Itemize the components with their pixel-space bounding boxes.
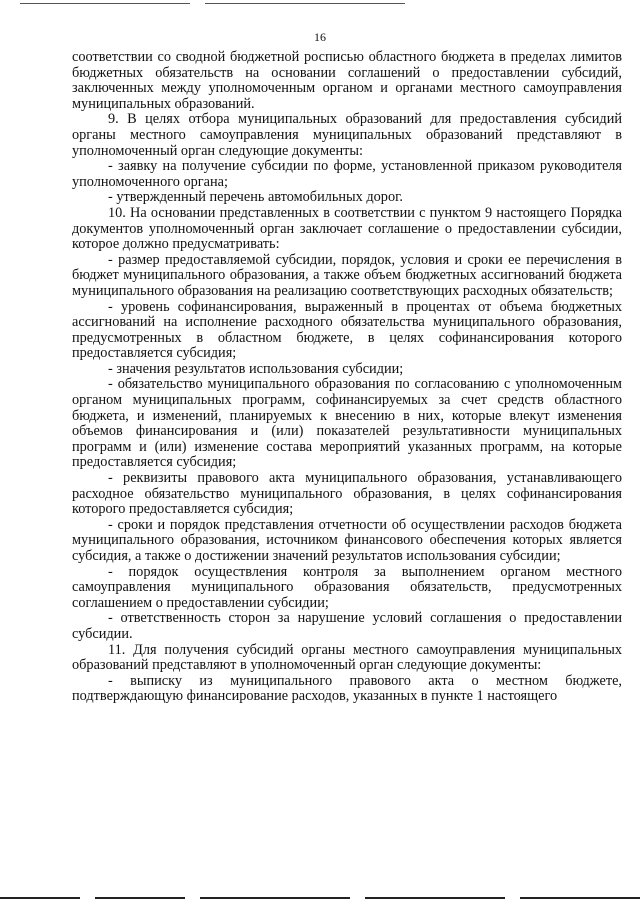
paragraph: - значения результатов использования субсидии; bbox=[108, 360, 404, 377]
paragraph: - порядок осуществления контроля за выполнением органом местного самоуправления муниципального образования обязательств, предусмотренных соглашением о предоставлении субсидии; bbox=[72, 563, 622, 611]
paragraph: - размер предоставляемой субсидии, порядок, условия и сроки ее перечисления в бюджет муниципального образования, а также объем бюджетных ассигнований бюджета муниципального образования на реализацию соответствующих расходных обязательств; bbox=[72, 251, 622, 299]
document-body bbox=[72, 50, 622, 705]
scan-artifact-bottom-2 bbox=[95, 897, 185, 899]
scan-artifact-bottom-4 bbox=[365, 897, 505, 899]
paragraph: - выписку из муниципального правового акта о местном бюджете, подтверждающую финансирование расходов, указанных в пункте 1 настоящего bbox=[72, 672, 622, 705]
paragraph: - утвержденный перечень автомобильных дорог. bbox=[108, 189, 403, 206]
paragraph: 10. На основании представленных в соответствии с пунктом 9 настоящего Порядка документов уполномоченный орган заключает соглашение о предоставлении субсидии, которое должно предусматривать: bbox=[72, 204, 622, 253]
scan-artifact-bottom bbox=[0, 897, 80, 899]
paragraph: соответствии со сводной бюджетной росписью областного бюджета в пределах лимитов бюджетных обязательств на основании соглашений о предоставлении субсидий, заключенных между уполномоченным органом и органами местного самоуправления муниципальных образований. bbox=[72, 49, 622, 112]
paragraph: - сроки и порядок представления отчетности об осуществлении расходов бюджета муниципального образования, источником финансового обеспечения которых является субсидия, а также о достижении значений результатов использования субсидии; bbox=[72, 516, 622, 564]
paragraph: - обязательство муниципального образования по согласованию с уполномоченным органом муниципальных программ, софинансируемых за счет средств областного бюджета, и изменений, планируемых к внесению в них, которые влекут изменения объемов финансирования и (или) показателей результативности муниципальных программ и (или) изменение состава мероприятий указанных программ, на которые предоставляется субсидия; bbox=[72, 376, 622, 471]
scan-artifact-top bbox=[20, 3, 190, 4]
paragraph: - реквизиты правового акта муниципального образования, устанавливающего расходное обязательство муниципального образования, в целях софинансирования которого предоставляется субсидия; bbox=[72, 470, 622, 518]
paragraph: 9. В целях отбора муниципальных образований для предоставления субсидий органы местного самоуправления муниципальных образований представляют в уполномоченный орган следующие документы: bbox=[72, 111, 622, 159]
paragraph: 11. Для получения субсидий органы местного самоуправления муниципальных образований представляют в уполномоченный орган следующие документы: bbox=[72, 641, 622, 674]
paragraph: - уровень софинансирования, выраженный в процентах от объема бюджетных ассигнований на исполнение расходного обязательства муниципального образования, предусмотренных в областном бюджете, в целях софинансирования которого предоставляется субсидия; bbox=[72, 298, 622, 362]
page-number: 16 bbox=[314, 30, 326, 44]
paragraph: - заявку на получение субсидии по форме, установленной приказом руководителя уполномоченного органа; bbox=[72, 158, 622, 190]
scan-artifact-bottom-5 bbox=[520, 897, 640, 899]
paragraph: - ответственность сторон за нарушение условий соглашения о предоставлении субсидии. bbox=[72, 610, 622, 642]
scan-artifact-top-2 bbox=[205, 3, 405, 4]
scan-artifact-bottom-3 bbox=[200, 897, 350, 899]
